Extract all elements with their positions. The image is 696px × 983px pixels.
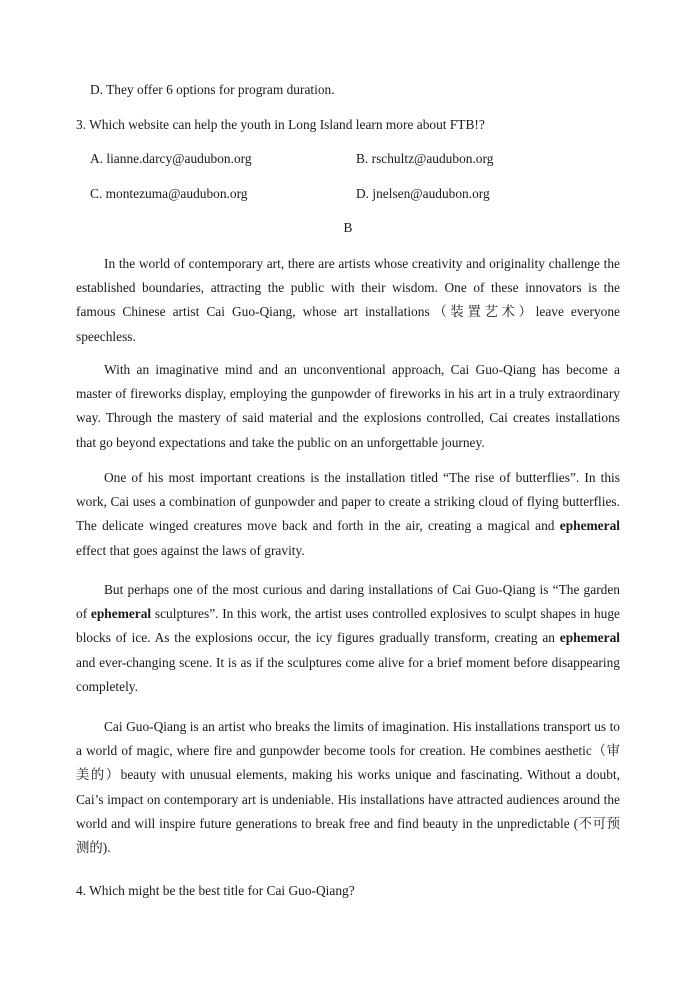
p3-bold-word: ephemeral xyxy=(559,518,620,534)
q3-option-c: C. montezuma@audubon.org xyxy=(90,186,248,201)
p4-bold-word-2: ephemeral xyxy=(559,630,620,646)
p4-text-b: sculptures”. In this work, the artist uses controlled explosives to sculpt shapes in huge blocks of ice. As the explosions occur, the icy figures gradually transform, creating an xyxy=(76,606,620,646)
q2-option-d: D. They offer 6 options for program duration. xyxy=(90,82,335,97)
p3-text-b: effect that goes against the laws of gravity. xyxy=(76,542,305,558)
question-3: 3. Which website can help the youth in Long Island learn more about FTB!? xyxy=(76,117,485,132)
q3-option-b: B. rschultz@audubon.org xyxy=(356,151,494,166)
p4-text-a: But perhaps one of the most curious and daring installations of Cai Guo-Qiang is “The garden of xyxy=(76,582,620,622)
question-4: 4. Which might be the best title for Cai Guo-Qiang? xyxy=(76,883,355,898)
p4-text-c: and ever-changing scene. It is as if the sculptures come alive for a brief moment before disappearing completely. xyxy=(76,654,620,694)
passage-paragraph-1: In the world of contemporary art, there are artists whose creativity and originality challenge the established boundaries, attracting the public with their wisdom. One of these innovators is the famous Chinese artist Cai Guo-Qiang, whose art installations（装置艺术）leave everyone speechless. xyxy=(76,256,620,344)
passage-paragraph-2: With an imaginative mind and an unconventional approach, Cai Guo-Qiang has become a master of fireworks display, employing the gunpowder of fireworks in his art in a truly extraordinary way. Through the mastery of said material and the explosions controlled, Cai creates installations that go beyond expectations and take the public on an unforgettable journey. xyxy=(76,362,620,450)
p4-bold-word-1: ephemeral xyxy=(90,606,152,622)
passage-paragraph-4 xyxy=(76,578,620,699)
q3-option-a: A. lianne.darcy@audubon.org xyxy=(90,151,252,166)
section-label: B xyxy=(343,220,353,235)
passage-paragraph-3 xyxy=(76,466,620,563)
q3-option-d: D. jnelsen@audubon.org xyxy=(356,186,490,201)
p3-text-a: One of his most important creations is the installation titled “The rise of butterflies”. In this work, Cai uses a combination of gunpowder and paper to create a striking cloud of flying butterflies. The delicate winged creatures move back and forth in the air, creating a magical and xyxy=(76,470,620,534)
passage-paragraph-5: Cai Guo-Qiang is an artist who breaks the limits of imagination. His installations transport us to a world of magic, where fire and gunpowder become tools for creation. He combines aesthetic（审美的）beauty with unusual elements, making his works unique and fascinating. Without a doubt, Cai’s impact on contemporary art is undeniable. His installations have attracted audiences around the world and will inspire future generations to break free and find beauty in the unpredictable (不可预测的). xyxy=(76,719,620,856)
